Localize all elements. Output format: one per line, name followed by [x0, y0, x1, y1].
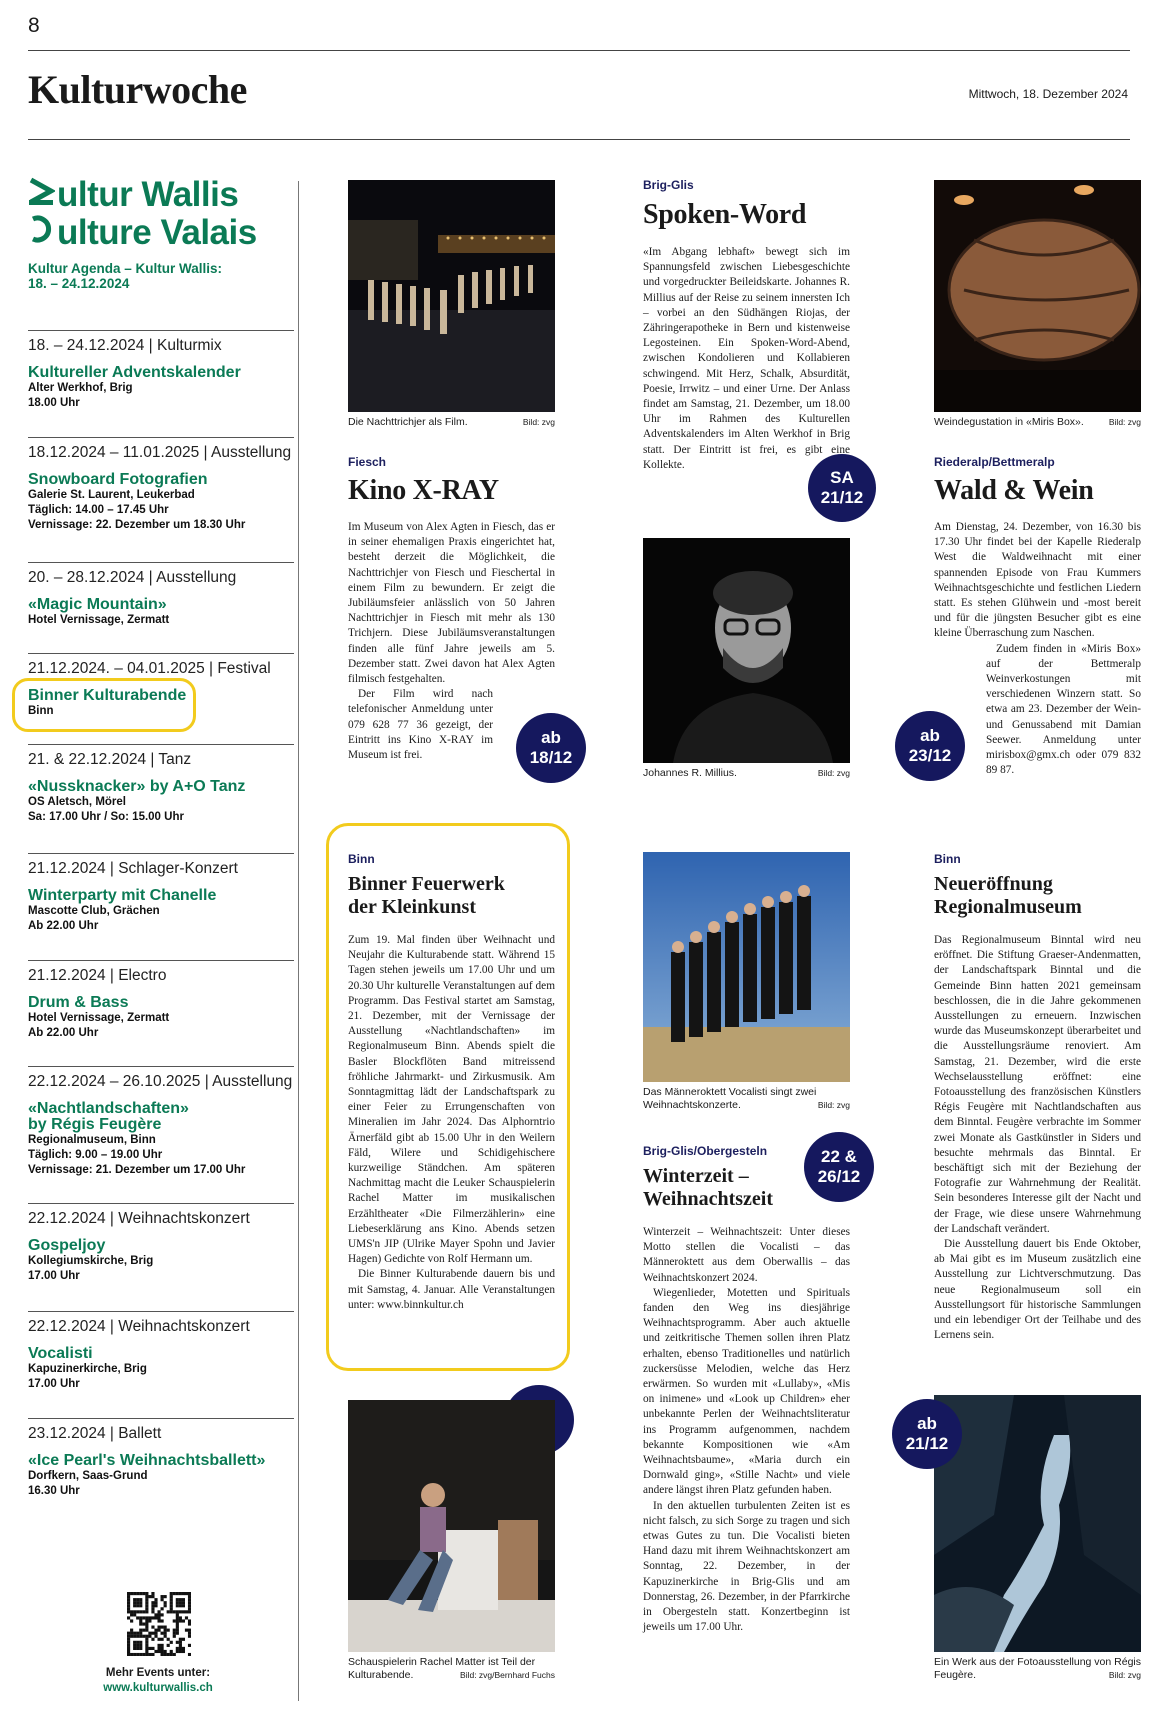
agenda-dates: 18. – 24.12.2024: [28, 276, 130, 291]
agenda-event[interactable]: [28, 1066, 294, 1178]
agenda-event-date: 22.12.2024 – 26.10.2025 | Ausstellung: [28, 1073, 293, 1090]
agenda-separator: [28, 653, 294, 654]
agenda-event-date: 21.12.2024 | Electro: [28, 967, 167, 984]
agenda-event-date: 18.12.2024 – 11.01.2025 | Ausstellung: [28, 444, 292, 461]
agenda-event-title[interactable]: Winterparty mit Chanelle: [28, 887, 217, 904]
photo-feugere-waterfall: [934, 1395, 1141, 1652]
title-spoken-word: Spoken-Word: [643, 199, 807, 230]
body-spoken-word: «Im Abgang lebhaft» bewegt sich im Spannungsfeld zwischen Liebesgeschichte und vorgedruckter Beileidskarte. Johannes R. Millius auf der Reise zu seinem innersten Ich – vorbei an den Südhängen Riojas, der Zähringerapotheke in Bern und kistenweise Legosteinen. Ein Spoken-Word-Abend, zwischen Kondolieren und Kollabieren schwingend. Mit Herz, Schalk, Absurdität, Poesie, Irrwitz – und einer Urne. Der Anlass findet am Samstag, 21. Dezember, um 18.00 Uhr im Rahmen des Kulturellen Adventskalenders im Alten Werkhof in Brig statt. Der Eintritt ist frei, es gibt eine Kollekte.: [643, 246, 850, 471]
agenda-event-title[interactable]: «Nachtlandschaften» by Régis Feugère: [28, 1100, 189, 1133]
agenda-event-title[interactable]: Snowboard Fotografien: [28, 471, 208, 488]
title-wald-wein: Wald & Wein: [934, 475, 1094, 506]
agenda-event-detail: Ab 22.00 Uhr: [28, 920, 99, 932]
more-events-label: Mehr Events unter:: [105, 1667, 211, 1679]
title-regionalmuseum: Neueröffnung Regionalmuseum: [934, 873, 1082, 918]
agenda-event[interactable]: [28, 437, 294, 533]
agenda-event-title[interactable]: «Magic Mountain»: [28, 596, 167, 613]
agenda-event-date: 20. – 28.12.2024 | Ausstellung: [28, 569, 237, 586]
event-highlight-ring: [12, 678, 196, 732]
agenda-event-date: 21.12.2024 | Schlager-Konzert: [28, 860, 238, 877]
agenda-event-detail: Ab 22.00 Uhr: [28, 1027, 99, 1039]
agenda-separator: [28, 1203, 294, 1204]
agenda-separator: [28, 330, 294, 331]
kultur-wallis-logo[interactable]: [27, 176, 287, 252]
agenda-event-detail: Binn: [28, 705, 54, 717]
photo-nachttrichjer: [348, 180, 555, 412]
agenda-event-title[interactable]: Vocalisti: [28, 1345, 93, 1362]
qr-code-icon[interactable]: [127, 1592, 191, 1656]
agenda-event-detail: Hotel Vernissage, Zermatt: [28, 614, 170, 626]
location-binn-feuerwerk: Binn: [348, 852, 375, 866]
agenda-event-detail: Täglich: 14.00 – 17.45 Uhr: [28, 504, 169, 516]
logo-k-icon: [27, 176, 57, 214]
agenda-subtitle: [28, 261, 268, 291]
location-fiesch: Fiesch: [348, 455, 387, 469]
more-events: [60, 1666, 256, 1696]
agenda-event-detail: Dorfkern, Saas-Grund: [28, 1470, 148, 1482]
location-brig-glis: Brig-Glis: [643, 178, 694, 192]
logo-c-icon: [27, 214, 57, 252]
body-regionalmuseum: Das Regionalmuseum Binntal wird neu eröffnet. Die Stiftung Graeser-Andenmatten, der Landschaftspark Binntal und die Gemeinde Binn hatten 2021 gemeinsam beschlossen, die in die Jahre gekommenen Ausstellungen zu erneuern. Inzwischen wurde das Museumskonzept überarbeitet und die Ausstellungsräume renoviert. Am Samstag, 21. Dezember, wird die erste Wechselausstellung eröffnet: eine Fotoausstellung des französischen Künstlers Régis Feugère mit Nachtlandschaften aus dem Binntal. Feugère verbrachte im Sommer zwei Monate als Gastkünstler in Siders und besuchte mehrmals das Binntal. Er beschäftigt sich mit der Beziehung der Fotografie zur Wahrnehmung der Realität. Sein besonderes Interesse gilt der Nacht und der Frage, wie diese unsere Wahrnehmung der Landschaft verändert. Die Ausstellung dauert bis Ende Oktober, ab Mai gibt es im Museum zusätzlich eine Ausstellung zur Lichtverschmutzung. Das neue Regionalmuseum soll ein Ausstellungsort für historische Sammlungen und ein lebendiger Ort der Teilhabe und des Lernens sein.: [934, 934, 1141, 1342]
agenda-event-detail: Kollegiumskirche, Brig: [28, 1255, 154, 1267]
agenda-event-detail: Hotel Vernissage, Zermatt: [28, 1012, 170, 1024]
agenda-event-title[interactable]: Kultureller Adventskalender: [28, 364, 241, 381]
issue-date: Mittwoch, 18. Dezember 2024: [968, 87, 1128, 101]
agenda-event-detail: Täglich: 9.00 – 19.00 Uhr: [28, 1149, 163, 1161]
caption-feugere: Ein Werk aus der Fotoausstellung von Régis Feugère. Bild: zvg: [934, 1656, 1141, 1681]
title-winterzeit: Winterzeit – Weihnachtszeit: [643, 1165, 773, 1210]
agenda-event[interactable]: [28, 853, 294, 934]
badge-museum: ab 21/12: [892, 1399, 962, 1469]
title-feuerwerk: Binner Feuerwerk der Kleinkunst: [348, 873, 505, 918]
logo-line2: ulture Valais: [57, 213, 257, 252]
agenda-separator: [28, 1311, 294, 1312]
credit-millius: Bild: zvg: [817, 768, 850, 778]
agenda-event-date: 22.12.2024 | Weihnachtskonzert: [28, 1318, 250, 1335]
agenda-event-date: 21.12.2024. – 04.01.2025 | Festival: [28, 660, 271, 677]
credit-feugere: Bild: zvg: [1108, 1670, 1141, 1680]
location-binn-museum: Binn: [934, 852, 961, 866]
body-wald-wein: Am Dienstag, 24. Dezember, von 16.30 bis 17.30 Uhr findet bei der Kapelle Riederalp West die Waldweihnacht mit einer spannenden Episode von Frau Kummers Weihnachtsgeschichte und festlichen Liedern statt. Es stehen Glühwein und -most bereit und für die jüngsten Besucher gibt es eine kleine Überraschung zum Naschen. Zudem finden in «Miris Box» auf der Bettmeralp Weinverkostungen mit verschiedenen Winzern statt. So etwa am 23. Dezember der Wein- und Genussabend mit Damian Seewer. Anmeldung unter mirisbox@gmx.ch oder 079 832 89 87.: [934, 521, 1141, 777]
agenda-separator: [28, 562, 294, 563]
agenda-event-title[interactable]: Binner Kulturabende: [28, 687, 187, 704]
agenda-event-detail: Sa: 17.00 Uhr / So: 15.00 Uhr: [28, 811, 184, 823]
credit-vocalisti: Bild: zvg: [817, 1100, 850, 1110]
badge-wald: ab 23/12: [895, 711, 965, 781]
agenda-event-date: 23.12.2024 | Ballett: [28, 1425, 162, 1442]
header-top-rule: [28, 50, 1130, 51]
body-winterzeit: Winterzeit – Weihnachtszeit: Unter dieses Motto stellen die Vocalisti – das Männeroktett aus dem Oberwallis – das Weihnachtskonzert 2024. Wiegenlieder, Motetten und Spirituals fanden den Weg ins diesjährige Weihnachtsprogramm. Aber auch aktuelle und zeitkritische Themen sollen ihren Platz erhalten, ebenso Traditionelles und natürlich zuckersüsse Melodien, welche das Herz erwärmen. So wurden mit «Lullaby», «Mis on inimene» und «Look up Children» eher unbekannte Perlen der Weihnachtsliteratur ins Programm aufgenommen, nachdem bekannte Kompositionen wie «Am Weihnachtsbaume», «Maria durch ein Dornwald ging», «Stille Nacht» und viele andere längst ihren Platz gefunden haben. In den aktuellen turbulenten Zeiten ist es nicht falsch, zu sich Sorge zu tragen und sich etwas Gutes zu tun. Die Vocalisti bieten Hand dazu mit ihrem Weihnachtskonzert am Sonntag, 22. Dezember, in der Kapuzinerkirche in Brig-Glis und am Donnerstag, 26. Dezember, in der Pfarrkirche in Obergesteln statt. Konzertbeginn ist jeweils um 17.00 Uhr.: [643, 1226, 850, 1634]
body-kino-xray: Im Museum von Alex Agten in Fiesch, das er in seiner ehemaligen Praxis eingerichtet hat, besteht derzeit die Möglichkeit, die Nachttrichjer von Fiesch und Fieschertal in einem Film zu bewundern. Er zeigt die Jubiläumsfeier anlässlich von 50 Jahren Nachttrichjer in Fiesch mit mehr als 130 Trichjern. Diese Jubiläumsveranstaltungen finden alle fünf Jahre jeweils am 5. Dezember statt. Zwei davon hat Alex Agten filmisch festgehalten. Der Film wird nach telefonischer Anmeldung unter 079 628 77 36 gezeigt, der Eintritt ins Kino X-RAY im Museum ist frei.: [348, 521, 555, 762]
agenda-event-title[interactable]: «Nussknacker» by A+O Tanz: [28, 778, 246, 795]
agenda-event-detail: Galerie St. Laurent, Leukerbad: [28, 489, 195, 501]
agenda-separator: [28, 853, 294, 854]
credit-nachttrichjer: Bild: zvg: [522, 417, 555, 427]
agenda-separator: [28, 1066, 294, 1067]
agenda-event-detail: OS Aletsch, Mörel: [28, 796, 126, 808]
agenda-event[interactable]: [28, 1203, 294, 1284]
masthead: Kulturwoche: [28, 67, 247, 112]
agenda-event-title[interactable]: Drum & Bass: [28, 994, 129, 1011]
badge-kino: ab 18/12: [516, 713, 586, 783]
agenda-event-detail: Kapuzinerkirche, Brig: [28, 1363, 147, 1375]
agenda-event-detail: Regionalmuseum, Binn: [28, 1134, 156, 1146]
agenda-separator: [28, 1418, 294, 1419]
agenda-event-date: 18. – 24.12.2024 | Kulturmix: [28, 337, 222, 354]
agenda-event[interactable]: [28, 960, 294, 1041]
agenda-event-detail: Mascotte Club, Grächen: [28, 905, 160, 917]
logo-line1: ultur Wallis: [57, 175, 239, 214]
credit-weindegustation: Bild: zvg: [1108, 417, 1141, 427]
caption-weindegustation: Weindegustation in «Miris Box». Bild: zvg: [934, 416, 1141, 428]
photo-weindegustation: [934, 180, 1141, 412]
agenda-event-detail: 18.00 Uhr: [28, 397, 80, 409]
agenda-event[interactable]: [28, 562, 294, 628]
location-riederalp: Riederalp/Bettmeralp: [934, 455, 1055, 469]
agenda-separator: [28, 960, 294, 961]
agenda-event-detail: Vernissage: 22. Dezember um 18.30 Uhr: [28, 519, 246, 531]
agenda-title: Kultur Agenda – Kultur Wallis:: [28, 261, 223, 276]
caption-rachel-matter: Schauspielerin Rachel Matter ist Teil der Kulturabende. Bild: zvg/Bernhard Fuchs: [348, 1656, 555, 1681]
agenda-event-detail: Vernissage: 21. Dezember um 17.00 Uhr: [28, 1164, 246, 1176]
agenda-event-detail: 16.30 Uhr: [28, 1485, 80, 1497]
badge-spoken: SA 21/12: [808, 454, 876, 522]
photo-johannes-millius: [643, 538, 850, 763]
body-feuerwerk: Zum 19. Mal finden über Weihnacht und Neujahr die Kulturabende statt. Während 15 Tagen stehen jeweils um 17.00 Uhr und um 20.30 Uhr kulturelle Veranstaltungen auf dem Programm. Das Festival startet am Samstag, 21. Dezember, mit der Vernissage der Ausstellung «Nachtlandschaften» im Regionalmuseum Binn. Abends spielt die Basler Blockflöten Band mitreissend fröhliche Jahrmarkt- und Zirkusmusik. Am Sonntagmittag lädt der Landschaftspark zu einer Feier zu Errungenschaften von Mineralien im Jahr 2024. Das Alphorntrio Ärnerfäld gibt ab 15.00 Uhr in den Weilern Fäld, Wilere und Schidigehischere kurzweilige Ständchen. Am späteren Nachmittag macht die Leuker Schauspielerin Rachel Matter im musikalischen Erzähltheater «Die Filmerzählerin» eine Liebeserklärung ans Kino. Abends setzen UMS'n JIP (Ulrike Mayer Spohn und Javier Hagen) Gedichte von Rolf Hermann um. Die Binner Kulturabende dauern bis und mit Samstag, 4. Januar. Alle Veranstaltungen unter: www.binnkultur.ch: [348, 934, 555, 1311]
badge-winterzeit: 22 & 26/12: [804, 1132, 874, 1202]
agenda-event-date: 22.12.2024 | Weihnachtskonzert: [28, 1210, 250, 1227]
agenda-event-detail: 17.00 Uhr: [28, 1270, 80, 1282]
agenda-event[interactable]: [28, 744, 294, 825]
page-number: 8: [28, 14, 40, 37]
agenda-separator: [28, 744, 294, 745]
title-kino-xray: Kino X-RAY: [348, 475, 499, 506]
agenda-event[interactable]: [28, 1418, 294, 1499]
agenda-event[interactable]: [28, 330, 294, 411]
caption-nachttrichjer: Die Nachttrichjer als Film. Bild: zvg: [348, 416, 555, 428]
sidebar-divider: [298, 181, 299, 1701]
location-brig-obergesteln: Brig-Glis/Obergesteln: [643, 1144, 768, 1158]
photo-vocalisti: [643, 852, 850, 1082]
photo-rachel-matter: [348, 1400, 555, 1652]
credit-rachel-matter: Bild: zvg/Bernhard Fuchs: [460, 1670, 555, 1680]
agenda-event-detail: Alter Werkhof, Brig: [28, 382, 133, 394]
caption-millius: Johannes R. Millius. Bild: zvg: [643, 767, 850, 779]
agenda-event-date: 21. & 22.12.2024 | Tanz: [28, 751, 192, 768]
agenda-event-title[interactable]: Gospeljoy: [28, 1237, 106, 1254]
more-events-link[interactable]: www.kulturwallis.ch: [103, 1682, 213, 1694]
agenda-separator: [28, 437, 294, 438]
agenda-event-detail: 17.00 Uhr: [28, 1378, 80, 1390]
header-bottom-rule: [28, 139, 1130, 140]
caption-vocalisti: Das Männeroktett Vocalisti singt zwei Weihnachtskonzerte. Bild: zvg: [643, 1086, 850, 1111]
agenda-event-title[interactable]: «Ice Pearl's Weihnachtsballett»: [28, 1452, 266, 1469]
agenda-event[interactable]: [28, 1311, 294, 1392]
